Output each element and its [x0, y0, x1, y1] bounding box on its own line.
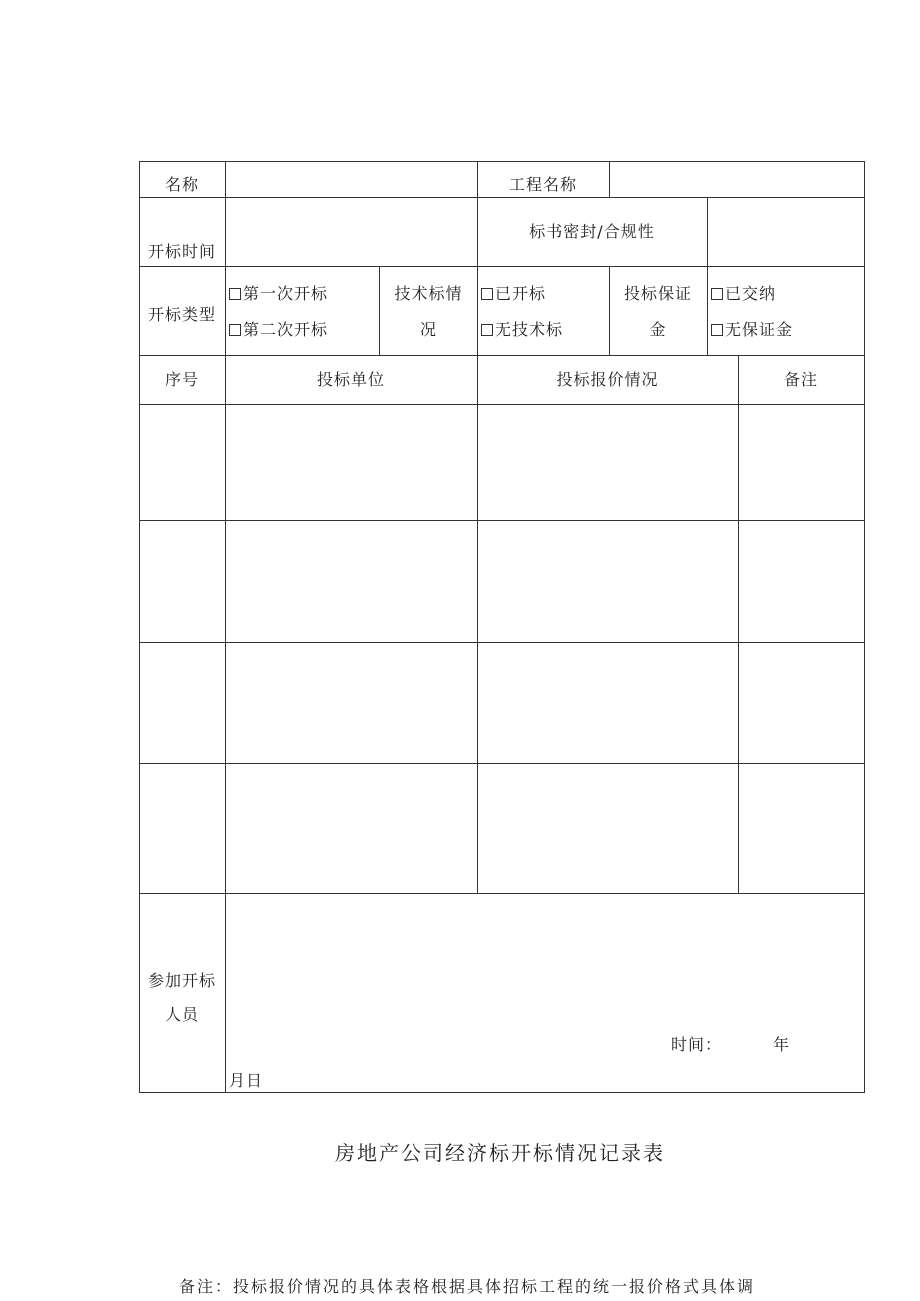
open-type-label: 开标类型	[147, 305, 216, 324]
checkbox-icon[interactable]	[711, 288, 723, 300]
seq-cell[interactable]	[140, 643, 225, 763]
name-value-cell[interactable]	[226, 162, 477, 197]
bidder-cell[interactable]	[226, 521, 477, 642]
table-line	[609, 266, 610, 356]
tech-status-label-cont: 况	[419, 320, 437, 339]
deposit-label-cont: 金	[649, 320, 667, 339]
deposit-option-none[interactable]: 无保证金	[711, 320, 793, 340]
seq-cell[interactable]	[140, 405, 225, 520]
remark-cell[interactable]	[739, 643, 864, 763]
table-line	[139, 1092, 865, 1093]
seal-compliance-value-cell[interactable]	[708, 198, 864, 266]
month-day-label: 月日	[229, 1071, 264, 1090]
table-line	[139, 355, 865, 356]
participants-value-cell[interactable]	[226, 894, 864, 1024]
tech-status-label: 技术标情	[394, 284, 463, 303]
table-line	[864, 161, 865, 1093]
tech-option-none[interactable]: 无技术标	[481, 320, 563, 340]
tech-option-opened[interactable]: 已开标	[481, 284, 546, 304]
checkbox-icon[interactable]	[481, 288, 493, 300]
remark-cell[interactable]	[739, 764, 864, 893]
participants-label: 参加开标	[147, 971, 216, 990]
bidder-cell[interactable]	[226, 405, 477, 520]
deposit-option-paid[interactable]: 已交纳	[711, 284, 776, 304]
project-name-value-cell[interactable]	[610, 162, 864, 197]
table-row	[140, 521, 864, 642]
footnote: 备注：投标报价情况的具体表格根据具体招标工程的统一报价格式具体调	[179, 1277, 756, 1296]
table-row	[140, 405, 864, 520]
document-title: 房地产公司经济标开标情况记录表	[335, 1141, 665, 1165]
deposit-label: 投标保证	[623, 284, 692, 303]
seal-compliance-label: 标书密封/合规性	[529, 222, 655, 241]
quote-cell[interactable]	[478, 643, 738, 763]
name-label: 名称	[164, 175, 199, 194]
quote-cell[interactable]	[478, 764, 738, 893]
project-name-label: 工程名称	[508, 175, 577, 194]
year-label: 年	[773, 1035, 791, 1054]
remark-cell[interactable]	[739, 405, 864, 520]
quote-cell[interactable]	[478, 405, 738, 520]
remark-cell[interactable]	[739, 521, 864, 642]
table-line	[379, 266, 380, 356]
open-time-label: 开标时间	[147, 242, 216, 261]
column-header-bidder: 投标单位	[316, 370, 385, 389]
column-header-quote: 投标报价情况	[556, 370, 659, 389]
open-type-option-second[interactable]: 第二次开标	[229, 320, 328, 340]
open-time-value-cell[interactable]	[226, 198, 477, 266]
checkbox-icon[interactable]	[481, 324, 493, 336]
checkbox-icon[interactable]	[229, 288, 241, 300]
bidder-cell[interactable]	[226, 643, 477, 763]
open-type-option-first[interactable]: 第一次开标	[229, 284, 328, 304]
seq-cell[interactable]	[140, 764, 225, 893]
table-row	[140, 643, 864, 763]
table-line	[139, 266, 865, 267]
table-row	[140, 764, 864, 893]
bidder-cell[interactable]	[226, 764, 477, 893]
checkbox-icon[interactable]	[229, 324, 241, 336]
time-label: 时间：	[671, 1035, 723, 1054]
quote-cell[interactable]	[478, 521, 738, 642]
checkbox-icon[interactable]	[711, 324, 723, 336]
column-header-seq: 序号	[164, 370, 199, 389]
column-header-remark: 备注	[783, 370, 818, 389]
seq-cell[interactable]	[140, 521, 225, 642]
participants-label-cont: 人员	[164, 1005, 199, 1024]
